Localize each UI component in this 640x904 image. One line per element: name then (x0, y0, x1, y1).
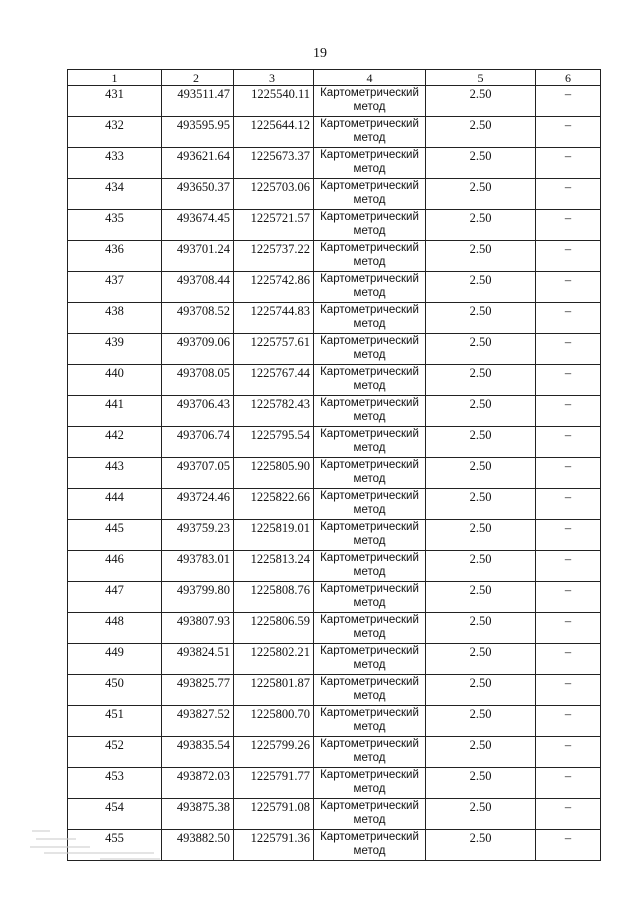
x-coordinate-cell: 493706.74 (162, 427, 234, 458)
table-row (68, 179, 601, 210)
method-cell (314, 458, 426, 489)
y-coordinate-cell: 1225805.90 (234, 458, 314, 489)
method-text: Картометрический (320, 459, 419, 471)
accuracy-cell: 2.50 (426, 737, 536, 768)
method-text: метод (353, 318, 386, 330)
x-coordinate-cell: 493621.64 (162, 148, 234, 179)
accuracy-cell: 2.50 (426, 148, 536, 179)
note-cell: – (536, 210, 601, 241)
x-coordinate-cell: 493708.52 (162, 303, 234, 334)
accuracy-cell: 2.50 (426, 582, 536, 613)
table-header-row (68, 70, 601, 86)
x-coordinate-cell: 493724.46 (162, 489, 234, 520)
accuracy-cell: 2.50 (426, 334, 536, 365)
accuracy-cell: 2.50 (426, 303, 536, 334)
x-coordinate-cell: 493701.24 (162, 241, 234, 272)
note-cell: – (536, 799, 601, 830)
accuracy-cell: 2.50 (426, 86, 536, 117)
table-row (68, 365, 601, 396)
table-body (68, 86, 601, 861)
method-text: Картометрический (320, 211, 419, 223)
method-cell (314, 303, 426, 334)
y-coordinate-cell: 1225644.12 (234, 117, 314, 148)
y-coordinate-cell: 1225813.24 (234, 551, 314, 582)
note-cell: – (536, 427, 601, 458)
x-coordinate-cell: 493783.01 (162, 551, 234, 582)
table-row (68, 613, 601, 644)
x-coordinate-cell: 493595.95 (162, 117, 234, 148)
table-row (68, 303, 601, 334)
method-text: метод (353, 380, 386, 392)
y-coordinate-cell: 1225819.01 (234, 520, 314, 551)
column-header: 5 (426, 70, 536, 86)
point-number-cell: 437 (68, 272, 162, 303)
method-text: Картометрический (320, 521, 419, 533)
point-number-cell: 450 (68, 675, 162, 706)
y-coordinate-cell: 1225791.77 (234, 768, 314, 799)
accuracy-cell: 2.50 (426, 675, 536, 706)
y-coordinate-cell: 1225801.87 (234, 675, 314, 706)
table-row (68, 520, 601, 551)
method-text: Картометрический (320, 428, 419, 440)
method-cell (314, 520, 426, 551)
point-number-cell: 443 (68, 458, 162, 489)
note-cell: – (536, 520, 601, 551)
accuracy-cell: 2.50 (426, 706, 536, 737)
method-text: Картометрический (320, 552, 419, 564)
y-coordinate-cell: 1225808.76 (234, 582, 314, 613)
point-number-cell: 454 (68, 799, 162, 830)
method-text: метод (353, 628, 386, 640)
note-cell: – (536, 830, 601, 861)
method-text: Картометрический (320, 366, 419, 378)
table-row (68, 489, 601, 520)
accuracy-cell: 2.50 (426, 117, 536, 148)
method-text: метод (353, 349, 386, 361)
method-cell (314, 365, 426, 396)
y-coordinate-cell: 1225800.70 (234, 706, 314, 737)
table-row (68, 737, 601, 768)
accuracy-cell: 2.50 (426, 210, 536, 241)
method-text: Картометрический (320, 242, 419, 254)
y-coordinate-cell: 1225799.26 (234, 737, 314, 768)
note-cell: – (536, 334, 601, 365)
x-coordinate-cell: 493511.47 (162, 86, 234, 117)
method-cell (314, 117, 426, 148)
method-text: Картометрический (320, 273, 419, 285)
table-row (68, 582, 601, 613)
x-coordinate-cell: 493759.23 (162, 520, 234, 551)
scan-smudge (30, 826, 170, 866)
accuracy-cell: 2.50 (426, 427, 536, 458)
note-cell: – (536, 613, 601, 644)
accuracy-cell: 2.50 (426, 830, 536, 861)
column-header: 4 (314, 70, 426, 86)
method-cell (314, 86, 426, 117)
method-text: метод (353, 504, 386, 516)
y-coordinate-cell: 1225806.59 (234, 613, 314, 644)
x-coordinate-cell: 493708.05 (162, 365, 234, 396)
column-header: 2 (162, 70, 234, 86)
method-cell (314, 582, 426, 613)
method-text: метод (353, 690, 386, 702)
y-coordinate-cell: 1225795.54 (234, 427, 314, 458)
accuracy-cell: 2.50 (426, 272, 536, 303)
x-coordinate-cell: 493708.44 (162, 272, 234, 303)
accuracy-cell: 2.50 (426, 458, 536, 489)
table-row (68, 675, 601, 706)
note-cell: – (536, 582, 601, 613)
y-coordinate-cell: 1225703.06 (234, 179, 314, 210)
x-coordinate-cell: 493707.05 (162, 458, 234, 489)
method-cell (314, 737, 426, 768)
table-row (68, 86, 601, 117)
method-text: Картометрический (320, 490, 419, 502)
method-cell (314, 768, 426, 799)
accuracy-cell: 2.50 (426, 613, 536, 644)
column-header: 3 (234, 70, 314, 86)
page-number: 19 (313, 46, 327, 61)
table-row (68, 148, 601, 179)
x-coordinate-cell: 493824.51 (162, 644, 234, 675)
point-number-cell: 444 (68, 489, 162, 520)
table-row (68, 396, 601, 427)
accuracy-cell: 2.50 (426, 768, 536, 799)
method-text: метод (353, 473, 386, 485)
method-cell (314, 427, 426, 458)
y-coordinate-cell: 1225737.22 (234, 241, 314, 272)
point-number-cell: 455 (68, 830, 162, 861)
method-text: метод (353, 411, 386, 423)
y-coordinate-cell: 1225802.21 (234, 644, 314, 675)
method-text: Картометрический (320, 118, 419, 130)
x-coordinate-cell: 493674.45 (162, 210, 234, 241)
method-text: метод (353, 163, 386, 175)
table-row (68, 427, 601, 458)
note-cell: – (536, 303, 601, 334)
method-text: Картометрический (320, 738, 419, 750)
method-text: Картометрический (320, 676, 419, 688)
method-text: Картометрический (320, 645, 419, 657)
y-coordinate-cell: 1225744.83 (234, 303, 314, 334)
method-text: Картометрический (320, 583, 419, 595)
method-cell (314, 613, 426, 644)
method-text: метод (353, 225, 386, 237)
method-text: Картометрический (320, 800, 419, 812)
method-cell (314, 551, 426, 582)
y-coordinate-cell: 1225767.44 (234, 365, 314, 396)
method-text: метод (353, 845, 386, 857)
table-row (68, 551, 601, 582)
method-text: Картометрический (320, 707, 419, 719)
note-cell: – (536, 86, 601, 117)
y-coordinate-cell: 1225742.86 (234, 272, 314, 303)
column-header: 1 (68, 70, 162, 86)
note-cell: – (536, 706, 601, 737)
x-coordinate-cell: 493706.43 (162, 396, 234, 427)
method-cell (314, 396, 426, 427)
point-number-cell: 442 (68, 427, 162, 458)
method-text: Картометрический (320, 335, 419, 347)
note-cell: – (536, 365, 601, 396)
point-number-cell: 434 (68, 179, 162, 210)
method-text: метод (353, 535, 386, 547)
coordinates-table (67, 69, 601, 861)
table-row (68, 210, 601, 241)
accuracy-cell: 2.50 (426, 489, 536, 520)
note-cell: – (536, 768, 601, 799)
accuracy-cell: 2.50 (426, 365, 536, 396)
y-coordinate-cell: 1225782.43 (234, 396, 314, 427)
x-coordinate-cell: 493650.37 (162, 179, 234, 210)
table-row (68, 644, 601, 675)
method-text: метод (353, 752, 386, 764)
method-text: Картометрический (320, 149, 419, 161)
note-cell: – (536, 179, 601, 210)
x-coordinate-cell: 493827.52 (162, 706, 234, 737)
point-number-cell: 453 (68, 768, 162, 799)
method-text: Картометрический (320, 769, 419, 781)
method-text: Картометрический (320, 304, 419, 316)
accuracy-cell: 2.50 (426, 799, 536, 830)
x-coordinate-cell: 493835.54 (162, 737, 234, 768)
method-cell (314, 644, 426, 675)
y-coordinate-cell: 1225540.11 (234, 86, 314, 117)
point-number-cell: 449 (68, 644, 162, 675)
table-row (68, 272, 601, 303)
y-coordinate-cell: 1225721.57 (234, 210, 314, 241)
point-number-cell: 445 (68, 520, 162, 551)
method-text: метод (353, 442, 386, 454)
method-text: Картометрический (320, 614, 419, 626)
method-text: метод (353, 101, 386, 113)
method-cell (314, 148, 426, 179)
table-row (68, 706, 601, 737)
method-text: Картометрический (320, 87, 419, 99)
x-coordinate-cell: 493882.50 (162, 830, 234, 861)
method-cell (314, 272, 426, 303)
method-text: метод (353, 256, 386, 268)
y-coordinate-cell: 1225757.61 (234, 334, 314, 365)
note-cell: – (536, 117, 601, 148)
x-coordinate-cell: 493709.06 (162, 334, 234, 365)
method-cell (314, 210, 426, 241)
note-cell: – (536, 458, 601, 489)
note-cell: – (536, 737, 601, 768)
table-row (68, 458, 601, 489)
method-text: Картометрический (320, 180, 419, 192)
point-number-cell: 438 (68, 303, 162, 334)
note-cell: – (536, 396, 601, 427)
method-cell (314, 706, 426, 737)
method-cell (314, 334, 426, 365)
note-cell: – (536, 148, 601, 179)
x-coordinate-cell: 493825.77 (162, 675, 234, 706)
table-row (68, 117, 601, 148)
point-number-cell: 448 (68, 613, 162, 644)
method-cell (314, 179, 426, 210)
column-header: 6 (536, 70, 601, 86)
accuracy-cell: 2.50 (426, 520, 536, 551)
accuracy-cell: 2.50 (426, 241, 536, 272)
point-number-cell: 436 (68, 241, 162, 272)
point-number-cell: 446 (68, 551, 162, 582)
method-text: метод (353, 659, 386, 671)
accuracy-cell: 2.50 (426, 179, 536, 210)
method-text: метод (353, 132, 386, 144)
method-text: метод (353, 783, 386, 795)
method-text: Картометрический (320, 397, 419, 409)
accuracy-cell: 2.50 (426, 644, 536, 675)
method-cell (314, 241, 426, 272)
method-text: метод (353, 287, 386, 299)
table-row (68, 334, 601, 365)
accuracy-cell: 2.50 (426, 396, 536, 427)
x-coordinate-cell: 493807.93 (162, 613, 234, 644)
y-coordinate-cell: 1225673.37 (234, 148, 314, 179)
point-number-cell: 432 (68, 117, 162, 148)
x-coordinate-cell: 493875.38 (162, 799, 234, 830)
point-number-cell: 431 (68, 86, 162, 117)
x-coordinate-cell: 493872.03 (162, 768, 234, 799)
y-coordinate-cell: 1225791.08 (234, 799, 314, 830)
y-coordinate-cell: 1225822.66 (234, 489, 314, 520)
table-row (68, 768, 601, 799)
method-cell (314, 489, 426, 520)
method-text: метод (353, 194, 386, 206)
y-coordinate-cell: 1225791.36 (234, 830, 314, 861)
point-number-cell: 452 (68, 737, 162, 768)
table-row (68, 799, 601, 830)
method-text: метод (353, 814, 386, 826)
note-cell: – (536, 675, 601, 706)
method-cell (314, 830, 426, 861)
method-text: Картометрический (320, 831, 419, 843)
method-cell (314, 799, 426, 830)
accuracy-cell: 2.50 (426, 551, 536, 582)
method-text: метод (353, 597, 386, 609)
method-text: метод (353, 566, 386, 578)
note-cell: – (536, 644, 601, 675)
point-number-cell: 435 (68, 210, 162, 241)
note-cell: – (536, 241, 601, 272)
x-coordinate-cell: 493799.80 (162, 582, 234, 613)
table-row (68, 241, 601, 272)
point-number-cell: 441 (68, 396, 162, 427)
note-cell: – (536, 272, 601, 303)
method-text: метод (353, 721, 386, 733)
point-number-cell: 440 (68, 365, 162, 396)
point-number-cell: 447 (68, 582, 162, 613)
note-cell: – (536, 489, 601, 520)
point-number-cell: 439 (68, 334, 162, 365)
method-cell (314, 675, 426, 706)
note-cell: – (536, 551, 601, 582)
point-number-cell: 451 (68, 706, 162, 737)
point-number-cell: 433 (68, 148, 162, 179)
